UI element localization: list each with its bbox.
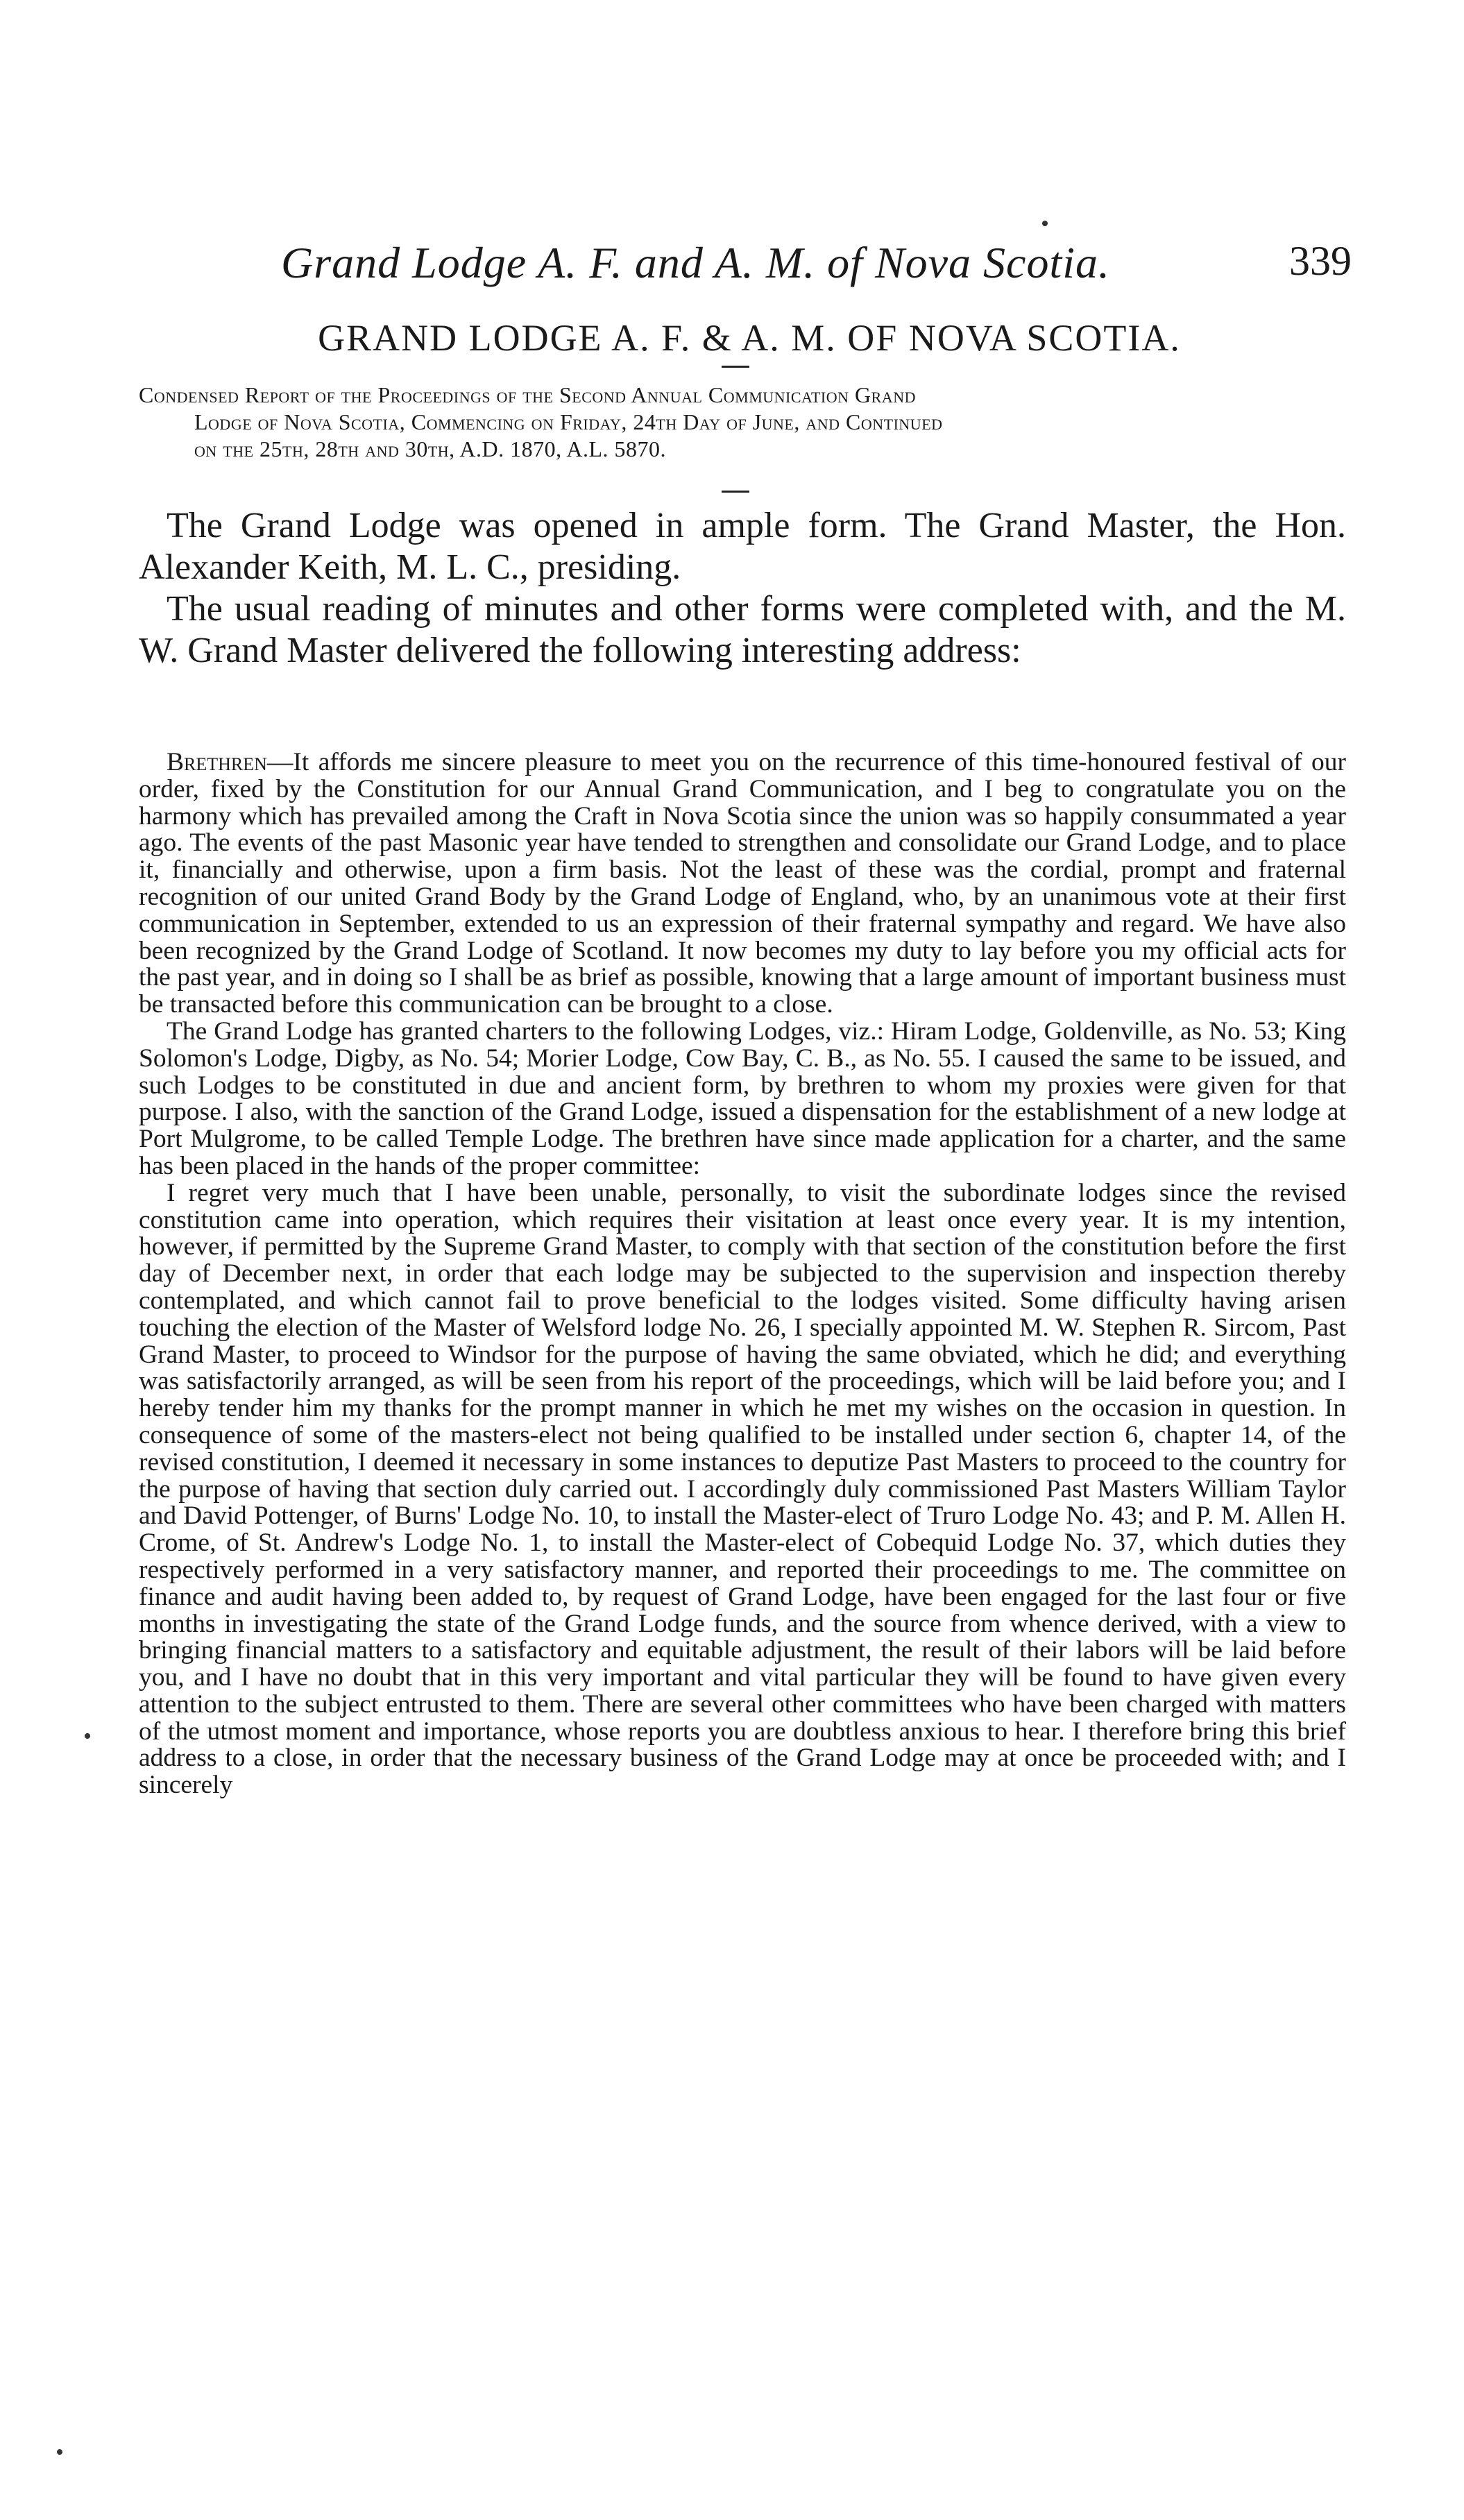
intro-paragraph-opening: The Grand Lodge was opened in ample form. The Grand Master, the Hon. Alexander Keith, M. L. C., presiding. — [139, 506, 1346, 587]
subtitle-line-1: Condensed Report of the Proceedings of the Second Annual Communication Grand — [139, 382, 916, 407]
address-paragraph-1 — [139, 749, 1346, 1019]
address-lead-word: Brethren — [167, 748, 267, 776]
print-speck — [1042, 221, 1048, 226]
subtitle-divider — [722, 491, 749, 493]
subtitle-line-2: Lodge of Nova Scotia, Commencing on Friday, 24th Day of June, and Continued — [194, 409, 943, 434]
print-speck — [57, 2449, 62, 2455]
intro-section — [139, 505, 1346, 672]
title-divider — [722, 366, 749, 368]
address-paragraph-1-text: —It affords me sincere pleasure to meet you on the recurrence of this time-honoured festival of our order, fixed by the Constitution for our Annual Grand Communication, and I beg to congratulate you on the harmony which has prevailed among the Craft in Nova Scotia since the union was so happily consummated a year ago. The events of the past Masonic year have tended to strengthen and consolidate our Grand Lodge, and to place it, financially and otherwise, upon a firm basis. Not the least of these was the cordial, prompt and fraternal recognition of our united Grand Body by the Grand Lodge of England, who, by an unanimous vote at their first communication in September, extended to us an expression of their fraternal sympathy and regard. We have also been recognized by the Grand Lodge of Scotland. It now becomes my duty to lay before you my official acts for the past year, and in doing so I shall be as brief as possible, knowing that a large amount of important business must be transacted before this communication can be brought to a close. — [139, 748, 1346, 1019]
report-subtitle — [139, 382, 1346, 463]
intro-paragraph-address: The usual reading of minutes and other forms were completed with, and the M. W. Grand Master delivered the following interesting address: — [139, 589, 1346, 670]
address-body — [139, 749, 1346, 1799]
page-title: GRAND LODGE A. F. & A. M. OF NOVA SCOTIA. — [318, 317, 1181, 359]
print-speck — [85, 1733, 90, 1739]
page-number: 339 — [1289, 238, 1352, 284]
running-head — [139, 237, 1360, 293]
subtitle-line-3: on the 25th, 28th and 30th, A.D. 1870, A.L. 5870. — [194, 436, 667, 461]
address-paragraph-2: The Grand Lodge has granted charters to the following Lodges, viz.: Hiram Lodge, Goldenville, as No. 53; King Solomon's Lodge, Digby, as No. 54; Morier Lodge, Cow Bay, C. B., as No. 55. I caused the same to be issued, and such Lodges to be constituted in due and ancient form, by brethren to whom my proxies were given for that purpose. I also, with the sanction of the Grand Lodge, issued a dispensation for the establishment of a new lodge at Port Mulgrome, to be called Temple Lodge. The brethren have since made application for a charter, and the same has been placed in the hands of the proper committee: — [139, 1016, 1346, 1180]
address-paragraph-3: I regret very much that I have been unable, personally, to visit the subordinate lodges since the revised constitution came into operation, which requires their visitation at least once every year. It is my intention, however, if permitted by the Supreme Grand Master, to comply with that section of the constitution before the first day of December next, in order that each lodge may be subjected to the supervision and inspection thereby contemplated, and which cannot fail to prove beneficial to the lodges visited. Some difficulty having arisen touching the election of the Master of Welsford lodge No. 26, I specially appointed M. W. Stephen R. Sircom, Past Grand Master, to proceed to Windsor for the purpose of having the same obviated, which he did; and everything was satisfactorily arranged, as will be seen from his report of the proceedings, which will be laid before you; and I hereby tender him my thanks for the prompt manner in which he met my wishes on the occasion in question. In consequence of some of the masters-elect not being qualified to be installed under section 6, chapter 14, of the revised constitution, I deemed it necessary in some instances to deputize Past Masters to proceed to the country for the purpose of having that section duly carried out. I accordingly duly commissioned Past Masters William Taylor and David Pottenger, of Burns' Lodge No. 10, to install the Master-elect of Truro Lodge No. 43; and P. M. Allen H. Crome, of St. Andrew's Lodge No. 1, to install the Master-elect of Cobequid Lodge No. 37, which duties they respectively performed in a very satisfactory manner, and reported their proceedings to me. The committee on finance and audit having been added to, by request of Grand Lodge, have been engaged for the last four or five months in investigating the state of the Grand Lodge funds, and the source from whence derived, with a view to bringing financial matters to a satisfactory and equitable adjustment, the result of their labors will be laid before you, and I have no doubt that in this very important and vital particular they will be found to have given every attention to the subject entrusted to them. There are several other committees who have been charged with matters of the utmost moment and importance, whose reports you are doubtless anxious to hear. I therefore bring this brief address to a close, in order that the necessary business of the Grand Lodge may at once be proceeded with; and I sincerely — [139, 1178, 1346, 1800]
running-title: Grand Lodge A. F. and A. M. of Nova Scotia. — [281, 238, 1110, 287]
